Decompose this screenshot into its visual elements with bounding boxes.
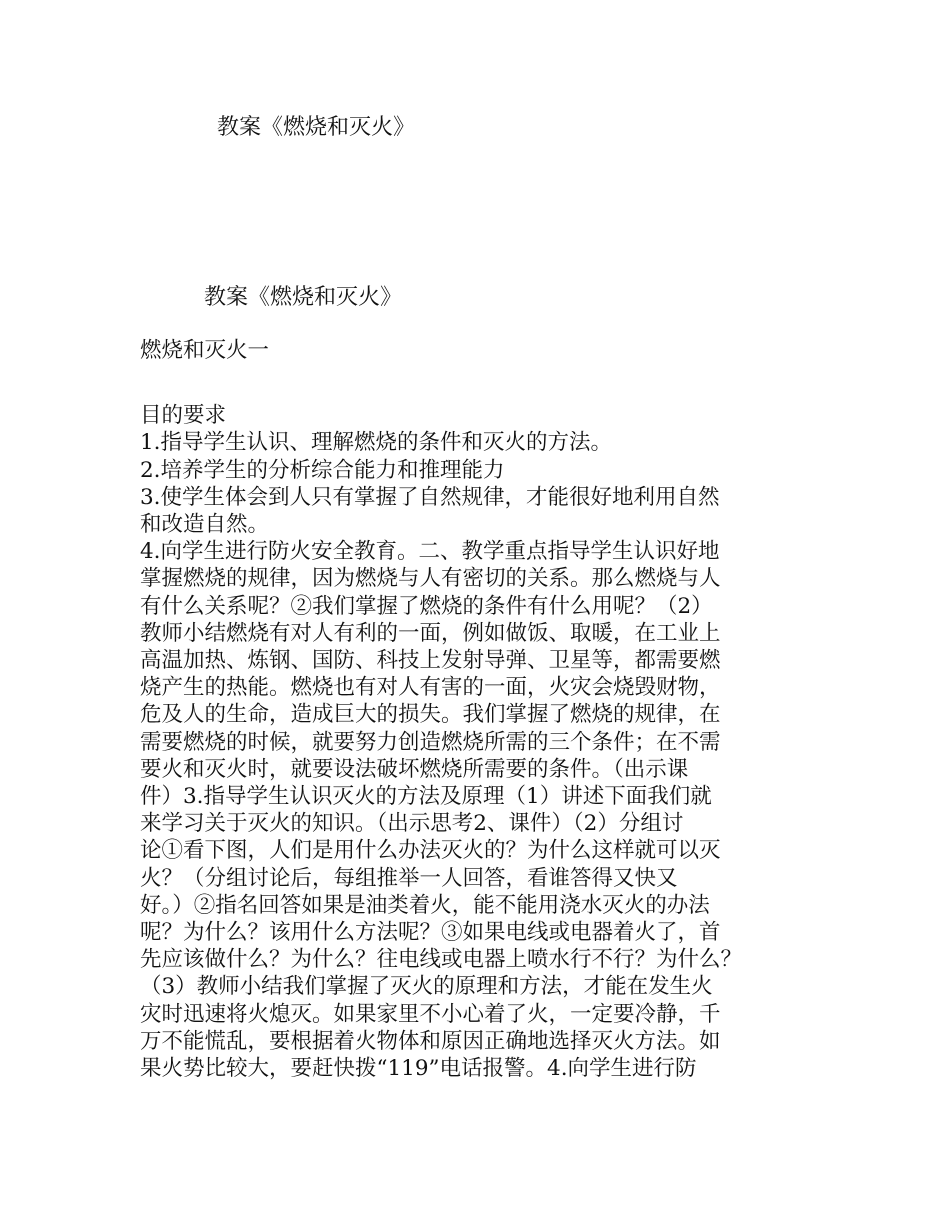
goal-item: 1.指导学生认识、理解燃烧的条件和灭火的方法。 (140, 430, 613, 456)
paragraph-line: 论①看下图，人们是用什么办法灭火的？为什么这样就可以灭 (140, 838, 721, 864)
paragraph-line: 件）3.指导学生认识灭火的方法及原理（1）讲述下面我们就 (140, 784, 712, 810)
paragraph-line: 需要燃烧的时候，就要努力创造燃烧所需的三个条件；在不需 (140, 729, 721, 755)
paragraph-line: 教师小结燃烧有对人有利的一面，例如做饭、取暖，在工业上 (140, 620, 721, 646)
document-content (140, 337, 830, 1082)
paragraph-line: 3.使学生体会到人只有掌握了自然规律，才能很好地利用自然 (140, 484, 720, 510)
paragraph-line: 有什么关系呢？②我们掌握了燃烧的条件有什么用呢？（2） (140, 593, 713, 619)
body-paragraph (140, 484, 830, 1082)
document-title-second: 教案《燃烧和灭火》 (204, 285, 403, 310)
paragraph-line: 来学习关于灭火的知识。（出示思考2、课件）（2）分组讨 (140, 811, 684, 837)
subheading-goals: 目的要求 (140, 403, 227, 429)
document-title-top: 教案《燃烧和灭火》 (217, 115, 416, 140)
paragraph-line: 危及人的生命，造成巨大的损失。我们掌握了燃烧的规律，在 (140, 702, 721, 728)
section-heading: 燃烧和灭火一 (140, 338, 270, 363)
paragraph-line: 果火势比较大，要赶快拨“119”电话报警。4.向学生进行防 (140, 1056, 697, 1082)
goal-item: 2.培养学生的分析综合能力和推理能力 (140, 457, 505, 483)
paragraph-line: 高温加热、炼钢、国防、科技上发射导弹、卫星等，都需要燃 (140, 648, 721, 674)
paragraph-line: （3）教师小结我们掌握了灭火的原理和方法，才能在发生火 (140, 974, 713, 1000)
paragraph-line: 和改造自然。 (140, 512, 270, 538)
paragraph-line: 灾时迅速将火熄灭。如果家里不小心着了火，一定要冷静，千 (140, 1001, 721, 1027)
paragraph-line: 烧产生的热能。燃烧也有对人有害的一面，火灾会烧毁财物， (140, 675, 721, 701)
paragraph-line: 掌握燃烧的规律，因为燃烧与人有密切的关系。那么燃烧与人 (140, 566, 721, 592)
paragraph-line: 4.向学生进行防火安全教育。二、教学重点指导学生认识好地 (140, 539, 720, 565)
paragraph-line: 火？（分组讨论后，每组推举一人回答，看谁答得又快又 (140, 865, 678, 891)
paragraph-line: 要火和灭火时，就要设法破坏燃烧所需要的条件。（出示课 (140, 756, 689, 782)
paragraph-line: 先应该做什么？为什么？往电线或电器上喷水行不行？为什么？ (140, 947, 743, 973)
paragraph-line: 万不能慌乱，要根据着火物体和原因正确地选择灭火方法。如 (140, 1028, 721, 1054)
paragraph-line: 好。）②指名回答如果是油类着火，能不能用浇水灭火的办法 (140, 892, 710, 918)
paragraph-line: 呢？为什么？该用什么方法呢？③如果电线或电器着火了，首 (140, 920, 721, 946)
